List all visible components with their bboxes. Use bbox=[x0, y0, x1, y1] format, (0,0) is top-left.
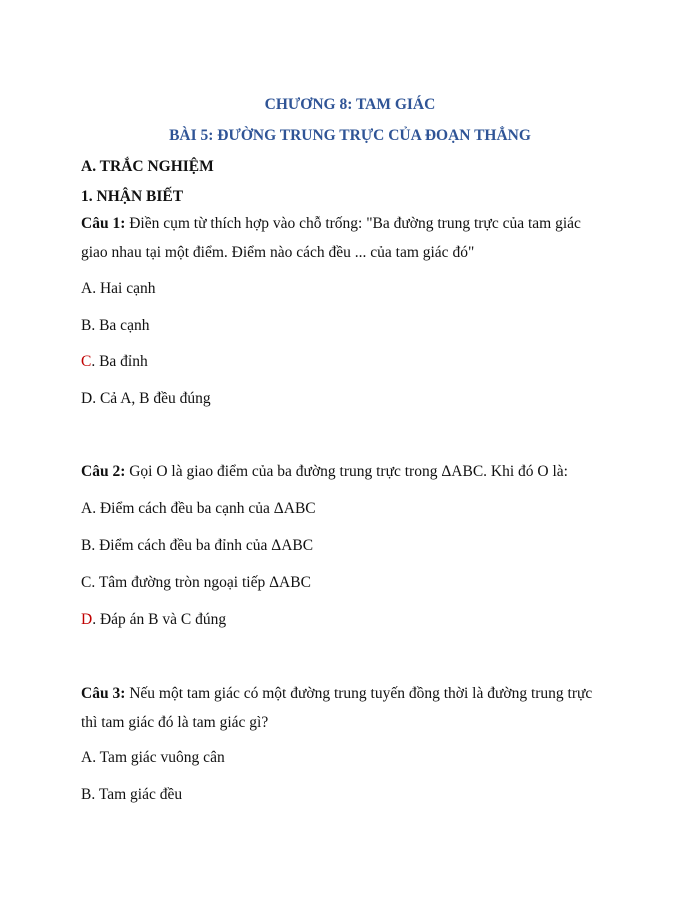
question-2-line-1 bbox=[81, 463, 568, 481]
question-1-line-1 bbox=[81, 215, 581, 233]
question-3-text-1: Nếu một tam giác có một đường trung tuyến đồng thời là đường trung trực bbox=[125, 685, 593, 702]
option-text: . Đáp án B và C đúng bbox=[92, 611, 227, 628]
option-letter: A bbox=[81, 280, 93, 297]
option-letter: C bbox=[81, 574, 92, 591]
question-3-line-2: thì tam giác đó là tam giác gì? bbox=[81, 714, 269, 731]
section-heading: A. TRẮC NGHIỆM bbox=[81, 158, 214, 175]
subsection-heading: 1. NHẬN BIẾT bbox=[81, 188, 184, 205]
question-1-option-a bbox=[81, 280, 155, 298]
option-letter-correct: C bbox=[81, 353, 92, 370]
question-1-text-1: Điền cụm từ thích hợp vào chỗ trống: "Ba đường trung trực của tam giác bbox=[125, 215, 581, 232]
question-2-option-c bbox=[81, 574, 311, 592]
option-letter: D bbox=[81, 390, 93, 407]
option-text: . Ba cạnh bbox=[91, 317, 150, 334]
question-3-label: Câu 3: bbox=[81, 685, 126, 702]
question-1-option-d bbox=[81, 390, 211, 408]
question-1-line-2: giao nhau tại một điểm. Điểm nào cách đều ... của tam giác đó" bbox=[81, 244, 475, 261]
lesson-title: BÀI 5: ĐƯỜNG TRUNG TRỰC CỦA ĐOẠN THẲNG bbox=[169, 127, 531, 144]
question-2-option-a bbox=[81, 500, 316, 518]
option-letter: B bbox=[81, 537, 92, 554]
option-text: . Tâm đường tròn ngoại tiếp ΔABC bbox=[91, 574, 311, 591]
option-text: . Cả A, B đều đúng bbox=[92, 390, 211, 407]
question-3-line-1 bbox=[81, 685, 592, 703]
question-1-option-c bbox=[81, 353, 148, 371]
option-letter: A bbox=[81, 500, 93, 517]
question-2-option-b bbox=[81, 537, 313, 555]
question-2-option-d bbox=[81, 611, 226, 629]
option-text: . Điểm cách đều ba đỉnh của ΔABC bbox=[91, 537, 314, 554]
question-3-option-b bbox=[81, 786, 182, 804]
option-text: . Tam giác vuông cân bbox=[92, 749, 225, 766]
chapter-title: CHƯƠNG 8: TAM GIÁC bbox=[264, 96, 436, 113]
option-letter: B bbox=[81, 317, 92, 334]
option-text: . Ba đỉnh bbox=[91, 353, 148, 370]
option-letter-correct: D bbox=[81, 611, 93, 628]
question-3-option-a bbox=[81, 749, 225, 767]
question-2-text-1: Gọi O là giao điểm của ba đường trung trực trong ΔABC. Khi đó O là: bbox=[125, 463, 568, 480]
option-letter: B bbox=[81, 786, 92, 803]
question-1-option-b bbox=[81, 317, 149, 335]
option-text: . Tam giác đều bbox=[91, 786, 183, 803]
option-text: . Hai cạnh bbox=[92, 280, 156, 297]
question-2-label: Câu 2: bbox=[81, 463, 126, 480]
option-letter: A bbox=[81, 749, 93, 766]
option-text: . Điểm cách đều ba cạnh của ΔABC bbox=[92, 500, 316, 517]
question-1-label: Câu 1: bbox=[81, 215, 126, 232]
